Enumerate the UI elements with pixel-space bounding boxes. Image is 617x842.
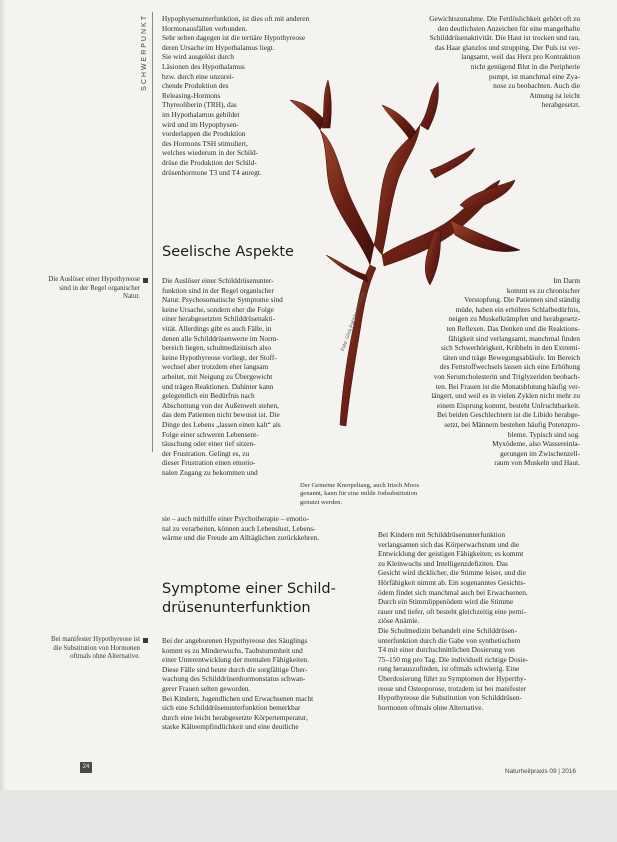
heading-symptome-line2: drüsenunterfunktion [162, 600, 311, 616]
text-line: bleme. Typisch sind sog. [507, 429, 580, 439]
page-fold-shadow [0, 0, 6, 790]
text-line: nalen Zugang zu bekommen und [162, 467, 258, 477]
scan-margin [0, 790, 617, 842]
text-line: bzw. durch eine unzurei- [162, 71, 235, 81]
text-line: vität. Allerdings gibt es auch Fälle, in [162, 323, 272, 333]
text-line: drüsenhormone T3 und T4 anregt. [162, 167, 262, 177]
text-line: einer Unterentwicklung der mentalen Fähigkeiten. [162, 655, 309, 665]
text-line: von Serumcholesterin und Triglyzeriden beobach- [433, 371, 580, 381]
text-line: Diese Fälle sind heute durch die sorgfältige Über- [162, 664, 308, 674]
text-line: kommt es zu chronischer [506, 285, 580, 295]
text-line: täten und träge Bewegungsabläufe. Im Bereich [443, 352, 580, 362]
text-line: durch eine leicht herabgesetzte Körpertemperatur, [162, 712, 308, 722]
text-line: keine Hypothyreose vorliegt, der Stoff- [162, 352, 277, 362]
text-line: Überdosierung führt zu Symptomen der Hyperthy- [378, 673, 527, 683]
text-line: setzt, bei Männern bestehen häufig Potenzpro- [444, 419, 580, 429]
text-line: hormonen oftmals ohne Alternative. [378, 702, 484, 712]
col2-bottom-text [378, 530, 580, 712]
text-line: wird und im Hypophysen- [162, 119, 239, 129]
text-line: Releasing-Hormons [162, 90, 221, 100]
text-line: sich Schwerhörigkeit, Kribbeln in den Extremi- [440, 343, 580, 353]
text-line: sich eine Schilddrüsenunterfunktion bemerkbar [162, 703, 301, 713]
text-line: unterfunktion durch die Gabe von synthetischem [378, 635, 521, 645]
text-line: Gewichtszunahme. Die Fettlöslichkeit gehört oft zu [429, 14, 580, 23]
text-line: einer herabgesetzten Schilddrüsenakti- [162, 314, 276, 324]
text-line: langsamt, weil das Herz pro Kontraktion [461, 52, 580, 62]
heading-symptome-line1: Symptome einer Schild- [162, 581, 336, 597]
text-line: des Hormons TSH stimuliert, [162, 138, 248, 148]
text-line: das Haar glanzlos und strupping. Der Puls ist ver- [434, 42, 580, 52]
text-line: ten Reflexen. Das Denken und die Reaktions- [446, 323, 580, 333]
text-line: und trägen Reaktionen. Dahinter kann [162, 381, 274, 391]
heading-seelische-aspekte: Seelische Aspekte [162, 244, 294, 260]
text-line: Durch ein Stimmlippenödem wird die Stimme [378, 597, 514, 607]
text-line: ziöse Anämie. [378, 616, 420, 626]
column-rule [152, 12, 153, 452]
side-note-2: Bei manifester Hypothyreose ist die Substitution von Hormonen oftmals ohne Alternative. [51, 636, 140, 661]
side-note-1: Die Auslöser einer Hypothyreose sind in der Regel organischer Natur. [48, 276, 140, 301]
text-line: das dem Patienten nicht bewusst ist. Die [162, 410, 280, 420]
text-line: sie – auch mithilfe einer Psychotherapie – emotio- [162, 514, 309, 523]
text-line: täuschung oder einer tief sitzen- [162, 439, 256, 449]
text-line: pumpt, ist manchmal eine Zya- [489, 71, 580, 81]
text-line: Hypophysenunterfunktion, ist dies oft mit anderen [162, 14, 310, 23]
text-line: gerungen im Zwischenzell- [500, 448, 580, 458]
text-line: wechsel aber trotzdem eher langsam [162, 362, 269, 372]
text-line: starke Kälteempfindlichkeit und eine deutliche [162, 722, 299, 732]
text-line: nal zu verarbeiten, können auch Lebenslust, Lebens- [162, 523, 316, 533]
text-line: rauer und tiefer, oft besteht gleichzeitig eine perni- [378, 606, 527, 616]
text-line: Läsionen des Hypothalamus [162, 61, 245, 71]
text-line: nicht genügend Blut in die Peripherie [470, 61, 580, 71]
text-line: Hypothyreose die Substitution von Schilddrüsen- [378, 693, 522, 703]
heading-symptome [162, 580, 336, 618]
text-line: deren Ursache im Hypothalamus liegt. [162, 42, 275, 52]
text-line: denen alle Schilddrüsenwerte im Norm- [162, 333, 279, 343]
side-note-marker-2 [143, 638, 148, 643]
text-line: Sie wird ausgelöst durch [162, 52, 234, 62]
text-line: Thyreoliberin (TRH), das [162, 100, 237, 110]
text-line: reose und Osteoporose, trotzdem ist bei manifester [378, 683, 527, 693]
text-line: herabgesetzt. [541, 100, 580, 110]
text-line: welches wiederum in der Schild- [162, 148, 259, 158]
text-line: im Hypothalamus gebildet [162, 109, 240, 119]
text-line: chende Produktion des [162, 81, 229, 91]
text-line: fähigkeit sind verlangsamt, manchmal finden [448, 333, 580, 343]
text-line: Folge einer schweren Lebensent- [162, 429, 259, 439]
text-line: keine Ursache, sondern eher die Folge [162, 304, 274, 314]
text-line: vorderlappen die Produktion [162, 129, 246, 139]
text-line: dieser Frustration einen emotio- [162, 458, 256, 468]
text-line: des Fettstoffwechsels lassen sich eine Erhöhung [439, 362, 580, 372]
text-line: raum von Muskeln und Haut. [494, 458, 580, 468]
footer-publication: Naturheilpraxis 09 | 2016 [505, 768, 576, 775]
text-line: neigen zu Muskelkrämpfen und herabgesetz- [448, 314, 580, 324]
text-line: den deutlichsten Anzeichen für eine mangelhafte [437, 23, 580, 33]
text-line: wachung des Schilddrüsenhormonstatus schwan- [162, 674, 306, 684]
text-line: Hörfähigkeit nimmt ab. Ein sogenanntes Gesichts- [378, 577, 526, 587]
text-line: längert, und weil es in vielen Zyklen nicht mehr zu [431, 391, 580, 401]
text-line: arbeitet, mit Neigung zu Übergewicht [162, 371, 273, 381]
text-line: Myxödeme, also Wassereinla- [492, 439, 580, 449]
text-line: Bei Kindern mit Schilddrüsenunterfunktion [378, 530, 506, 539]
text-line: Bei beiden Geschlechtern ist die Libido herabge- [436, 410, 580, 420]
text-line: Natur. Psychosomatische Symptome sind [162, 295, 283, 305]
text-line: gerer Frauen selten geworden. [162, 683, 251, 693]
text-line: Verstopfung. Die Patienten sind ständig [464, 295, 580, 305]
text-line: ödem findet sich manchmal auch bei Erwachsenen. [378, 587, 528, 597]
page-number: 24 [80, 762, 92, 773]
text-line: funktion sind in der Regel organischer [162, 285, 274, 295]
text-line: rung herauszufinden, ist oftmals schwierig. Eine [378, 664, 520, 674]
text-line: verlangsamen sich das Körperwachstum und die [378, 539, 520, 549]
text-line: Sehr selten dagegen ist die tertiäre Hypothyreose [162, 33, 306, 43]
text-line: Gesicht wird dicklicher, die Stimme leiser, und die [378, 568, 526, 578]
text-line: müde, haben ein erhöhtes Schlafbedürfnis, [455, 304, 580, 314]
section-tag: SCHWERPUNKT [141, 14, 148, 91]
col1-seelische-continued [162, 514, 374, 543]
text-line: Atmung ist leicht [529, 90, 580, 100]
text-line: kommt es zu Minderwuchs, Taubstummheit und [162, 645, 303, 655]
text-line: ten. Bei Frauen ist die Monatsblutung häufig ver- [435, 381, 580, 391]
text-line: Dinge des Lebens „lassen einen kalt“ als [162, 419, 281, 429]
text-line: Bei Kindern, Jugendlichen und Erwachsenen macht [162, 693, 314, 703]
text-line: 75–150 mg pro Tag. Die individuell richtige Dosie- [378, 654, 529, 664]
text-line: Hormonausfällen verbunden. [162, 23, 248, 33]
text-line: einem Eisprung kommt, besteht Unfruchtbarkeit. [436, 400, 580, 410]
image-credit: Foto: Gina Pahnke-Wohlrab [340, 291, 367, 353]
text-line: wärme und die Freude am Alltäglichen zurückkehren. [162, 533, 320, 543]
text-line: drüse die Produktion der Schild- [162, 157, 257, 167]
col2-middle-text [378, 276, 580, 468]
text-line: gelegentlich ein Bedürfnis nach [162, 391, 255, 401]
text-line: bereich liegen, schulmedizinisch also [162, 343, 272, 353]
text-line: Bei der angeborenen Hypothyreose des Säuglings [162, 636, 308, 645]
text-line: Entwicklung der geistigen Fähigkeiten; es kommt [378, 549, 524, 559]
col1-symptome-text [162, 636, 364, 732]
side-note-marker [143, 278, 148, 283]
text-line: Die Schulmedizin behandelt eine Schilddrüsen- [378, 625, 518, 635]
text-line: zu Kleinwuchs und Intelligenzdefiziten. Das [378, 558, 508, 568]
text-line: Abschottung von der Außenwelt stehen, [162, 400, 279, 410]
text-line: T4 mit einer durchschnittlichen Dosierung von [378, 645, 515, 655]
text-line: Schilddrüsenaktivität. Die Haut ist trocken und rau, [429, 33, 580, 43]
image-caption: Der Gemeine Knorpeltang, auch Irisch Moos genannt, kann für eine milde Jodsubstitution genutzt werden. [300, 482, 420, 506]
text-line: nose zu beobachten. Auch die [493, 81, 580, 91]
text-line: der Frustration. Gelingt es, zu [162, 448, 250, 458]
col1-seelische-text [162, 276, 319, 477]
text-line: Die Auslöser einer Schilddrüsenunter- [162, 276, 274, 285]
text-line: Im Darm [553, 276, 580, 285]
